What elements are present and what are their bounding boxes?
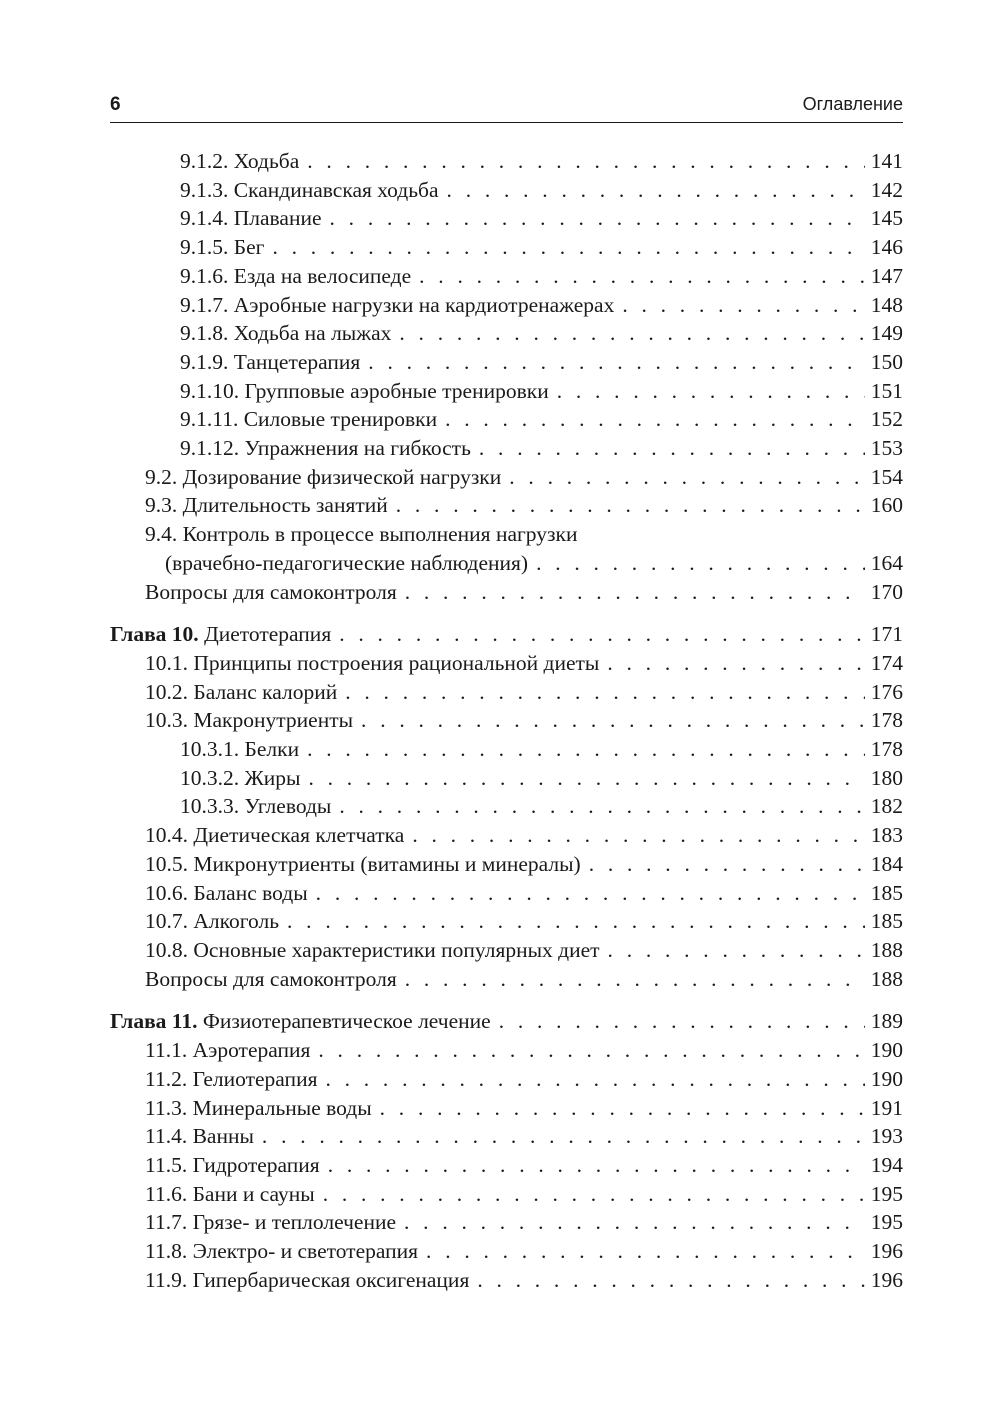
toc-entry-title: 10.1. Принципы построения рациональной диеты (145, 650, 600, 675)
dot-leader (426, 1237, 865, 1266)
toc-page-number: 190 (870, 1038, 903, 1063)
dot-leader (323, 1180, 865, 1209)
toc-entry[interactable] (110, 879, 903, 908)
toc-line (110, 678, 903, 707)
toc-entry[interactable] (110, 204, 903, 233)
dot-leader (339, 620, 865, 649)
toc-line (110, 907, 903, 936)
toc-page-number: 182 (870, 794, 903, 819)
toc-entry[interactable] (110, 907, 903, 936)
toc-line (110, 578, 903, 607)
toc-entry[interactable] (110, 1180, 903, 1209)
toc-page-number: 196 (870, 1267, 903, 1292)
dot-leader (399, 319, 865, 348)
dot-leader (380, 1094, 865, 1123)
toc-entry-title: 9.3. Длительность занятий (145, 493, 388, 518)
toc-entry[interactable] (110, 434, 903, 463)
dot-leader (325, 1065, 865, 1094)
toc-entry-title: 9.4. Контроль в процессе выполнения нагрузки (145, 522, 578, 547)
toc-entry-title: 9.1.9. Танцетерапия (180, 349, 361, 374)
toc-entry[interactable] (110, 850, 903, 879)
toc-line (110, 965, 903, 994)
toc-entry-title: 11.4. Ванны (145, 1124, 254, 1149)
dot-leader (287, 907, 865, 936)
toc-page-number: 150 (870, 349, 903, 374)
toc-entry[interactable] (110, 405, 903, 434)
toc-entry-title: 10.3. Макронутриенты (145, 708, 354, 733)
toc-page-number: 153 (870, 436, 903, 461)
toc-page-number: 191 (870, 1095, 903, 1120)
toc-page-number: 151 (870, 378, 903, 403)
toc-page-number: 174 (870, 650, 903, 675)
toc-entry-title: 10.2. Баланс калорий (145, 679, 338, 704)
table-of-contents (110, 147, 903, 1294)
toc-entry-title: 11.2. Гелиотерапия (145, 1066, 318, 1091)
toc-chapter-entry[interactable] (110, 1007, 903, 1036)
toc-entry-title: 11.6. Бани и сауны (145, 1181, 315, 1206)
toc-line (110, 1266, 903, 1295)
toc-entry[interactable] (110, 1266, 903, 1295)
toc-page-number: 146 (870, 235, 903, 260)
toc-entry[interactable] (110, 578, 903, 607)
dot-leader (477, 1266, 865, 1295)
toc-entry[interactable] (110, 1122, 903, 1151)
toc-line (110, 434, 903, 463)
toc-entry[interactable] (110, 262, 903, 291)
toc-page-number: 195 (870, 1181, 903, 1206)
toc-entry-title: 11.5. Гидротерапия (145, 1152, 320, 1177)
toc-page-number: 171 (870, 622, 903, 647)
dot-leader (622, 291, 865, 320)
dot-leader (361, 706, 865, 735)
toc-page-number: 188 (870, 966, 903, 991)
toc-entry[interactable] (110, 792, 903, 821)
toc-line (110, 520, 903, 549)
dot-leader (316, 879, 865, 908)
dot-leader (262, 1122, 865, 1151)
dot-leader (557, 377, 865, 406)
toc-line (110, 735, 903, 764)
toc-page-number: 152 (870, 407, 903, 432)
toc-page-number: 190 (870, 1066, 903, 1091)
toc-page-number: 148 (870, 292, 903, 317)
toc-line (110, 1007, 903, 1036)
toc-entry-title: 9.1.10. Групповые аэробные тренировки (180, 378, 549, 403)
dot-leader (404, 1208, 865, 1237)
toc-page-number: 185 (870, 880, 903, 905)
toc-entry[interactable] (110, 764, 903, 793)
toc-entry-title: 9.1.4. Плавание (180, 206, 322, 231)
toc-entry-title: 11.1. Аэротерапия (145, 1038, 311, 1063)
toc-entry-title: 11.8. Электро- и светотерапия (145, 1239, 419, 1264)
toc-line (110, 764, 903, 793)
dot-leader (307, 735, 865, 764)
toc-entry[interactable] (110, 1094, 903, 1123)
toc-line (110, 792, 903, 821)
toc-line (110, 850, 903, 879)
toc-entry-title: 9.1.2. Ходьба (180, 149, 300, 173)
dot-leader (405, 578, 865, 607)
toc-entry[interactable] (110, 1237, 903, 1266)
toc-entry[interactable] (110, 706, 903, 735)
toc-entry[interactable] (110, 348, 903, 377)
toc-entry-title: 11.7. Грязе- и теплолечение (145, 1210, 397, 1235)
toc-entry[interactable] (110, 678, 903, 707)
toc-line (110, 1180, 903, 1209)
toc-line (110, 1065, 903, 1094)
toc-line (110, 936, 903, 965)
dot-leader (412, 821, 865, 850)
toc-entry[interactable] (110, 936, 903, 965)
toc-line (110, 319, 903, 348)
toc-page-number: 183 (870, 823, 903, 848)
dot-leader (345, 678, 865, 707)
toc-entry-title: 9.1.12. Упражнения на гибкость (180, 436, 471, 461)
section-title: Оглавление (802, 94, 903, 114)
dot-leader (328, 1151, 865, 1180)
toc-line (110, 291, 903, 320)
toc-entry[interactable] (110, 147, 903, 176)
dot-leader (509, 463, 865, 492)
toc-line (110, 463, 903, 492)
toc-entry[interactable] (110, 1151, 903, 1180)
dot-leader (330, 204, 865, 233)
toc-entry-title: 10.3.1. Белки (180, 737, 300, 762)
dot-leader (536, 549, 865, 578)
toc-entry-title: 10.8. Основные характеристики популярных диет (145, 937, 600, 962)
chapter-label: Глава 10. (110, 622, 199, 647)
dot-leader (396, 491, 865, 520)
dot-leader (405, 965, 865, 994)
toc-page-number: 193 (870, 1124, 903, 1149)
toc-page-number: 164 (870, 550, 903, 575)
chapter-label: Глава 11. (110, 1009, 198, 1034)
toc-entry[interactable] (110, 520, 903, 577)
toc-entry[interactable] (110, 1208, 903, 1237)
toc-line (110, 491, 903, 520)
toc-entry[interactable] (110, 463, 903, 492)
toc-page-number: 194 (870, 1152, 903, 1177)
toc-page-number: 178 (870, 737, 903, 762)
running-header (110, 90, 903, 123)
toc-page-number: 154 (870, 464, 903, 489)
toc-entry-title (110, 1007, 491, 1036)
toc-line (110, 348, 903, 377)
toc-page-number: 189 (870, 1009, 903, 1034)
page-number: 6 (110, 94, 121, 115)
toc-entry-title (110, 620, 331, 649)
toc-entry-title: Вопросы для самоконтроля (145, 579, 397, 604)
toc-line (110, 879, 903, 908)
dot-leader (339, 792, 865, 821)
toc-line (110, 1036, 903, 1065)
toc-entry[interactable] (110, 377, 903, 406)
toc-line (110, 620, 903, 649)
toc-page-number: 178 (870, 708, 903, 733)
chapter-title: Диетотерапия (204, 622, 332, 647)
toc-page-number: 142 (870, 177, 903, 202)
toc-line (110, 1237, 903, 1266)
toc-entry[interactable] (110, 319, 903, 348)
toc-line-continuation (110, 549, 903, 578)
toc-entry[interactable] (110, 176, 903, 205)
toc-line (110, 233, 903, 262)
toc-line (110, 1094, 903, 1123)
toc-entry-title: 9.1.11. Силовые тренировки (180, 407, 438, 432)
toc-page-number: 149 (870, 321, 903, 346)
dot-leader (272, 233, 865, 262)
dot-leader (419, 262, 865, 291)
toc-page-number: 180 (870, 765, 903, 790)
toc-entry-title: 11.3. Минеральные воды (145, 1095, 372, 1120)
toc-entry[interactable] (110, 735, 903, 764)
toc-entry[interactable] (110, 965, 903, 994)
toc-entry-title: 9.2. Дозирование физической нагрузки (145, 464, 502, 489)
toc-line (110, 176, 903, 205)
toc-entry-title: 10.5. Микронутриенты (витамины и минералы) (145, 851, 581, 876)
toc-line (110, 1151, 903, 1180)
dot-leader (479, 434, 865, 463)
toc-line (110, 405, 903, 434)
dot-leader (589, 850, 865, 879)
toc-line (110, 1208, 903, 1237)
chapter-title: Физиотерапевтическое лечение (202, 1009, 491, 1034)
toc-page-number: 145 (870, 206, 903, 231)
toc-entry-title: 9.1.6. Езда на велосипеде (180, 263, 412, 288)
dot-leader (447, 176, 865, 205)
toc-entry-title: 10.3.3. Углеводы (180, 794, 332, 819)
toc-entry-title: 9.1.7. Аэробные нагрузки на кардиотренажерах (180, 292, 615, 317)
toc-entry[interactable] (110, 233, 903, 262)
toc-page-number: 170 (870, 579, 903, 604)
dot-leader (608, 936, 865, 965)
toc-line (110, 147, 903, 176)
toc-page-number: 176 (870, 679, 903, 704)
toc-entry-title: 9.1.3. Скандинавская ходьба (180, 177, 439, 202)
toc-entry-title: 10.3.2. Жиры (180, 765, 301, 790)
toc-entry-title: Вопросы для самоконтроля (145, 966, 397, 991)
toc-line (110, 377, 903, 406)
toc-line (110, 649, 903, 678)
toc-entry[interactable] (110, 649, 903, 678)
toc-entry-title: 10.6. Баланс воды (145, 880, 308, 905)
dot-leader (318, 1036, 865, 1065)
dot-leader (308, 764, 865, 793)
toc-entry-title: 9.1.8. Ходьба на лыжах (180, 321, 392, 346)
dot-leader (368, 348, 865, 377)
toc-entry-title: 10.7. Алкоголь (145, 909, 280, 934)
toc-entry-title: 9.1.5. Бег (180, 235, 265, 260)
dot-leader (445, 405, 865, 434)
toc-page-number: 147 (870, 263, 903, 288)
toc-entry-title: 11.9. Гипербарическая оксигенация (145, 1267, 470, 1292)
dot-leader (307, 147, 865, 176)
toc-page-number: 195 (870, 1210, 903, 1235)
toc-chapter-entry[interactable] (110, 620, 903, 649)
toc-entry[interactable] (110, 1036, 903, 1065)
toc-line (110, 706, 903, 735)
toc-page-number: 160 (870, 493, 903, 518)
toc-entry[interactable] (110, 291, 903, 320)
toc-page-number: 184 (870, 851, 903, 876)
toc-entry-title-continuation: (врачебно-педагогические наблюдения) (165, 550, 529, 575)
toc-entry-title: 10.4. Диетическая клетчатка (145, 823, 405, 848)
toc-entry[interactable] (110, 821, 903, 850)
toc-page-number: 185 (870, 909, 903, 934)
toc-page-number: 196 (870, 1239, 903, 1264)
toc-line (110, 204, 903, 233)
dot-leader (499, 1007, 865, 1036)
dot-leader (607, 649, 865, 678)
toc-entry[interactable] (110, 491, 903, 520)
toc-page-number: 141 (870, 149, 903, 173)
toc-line (110, 1122, 903, 1151)
toc-line (110, 821, 903, 850)
toc-line (110, 262, 903, 291)
toc-page-number: 188 (870, 937, 903, 962)
toc-entry[interactable] (110, 1065, 903, 1094)
